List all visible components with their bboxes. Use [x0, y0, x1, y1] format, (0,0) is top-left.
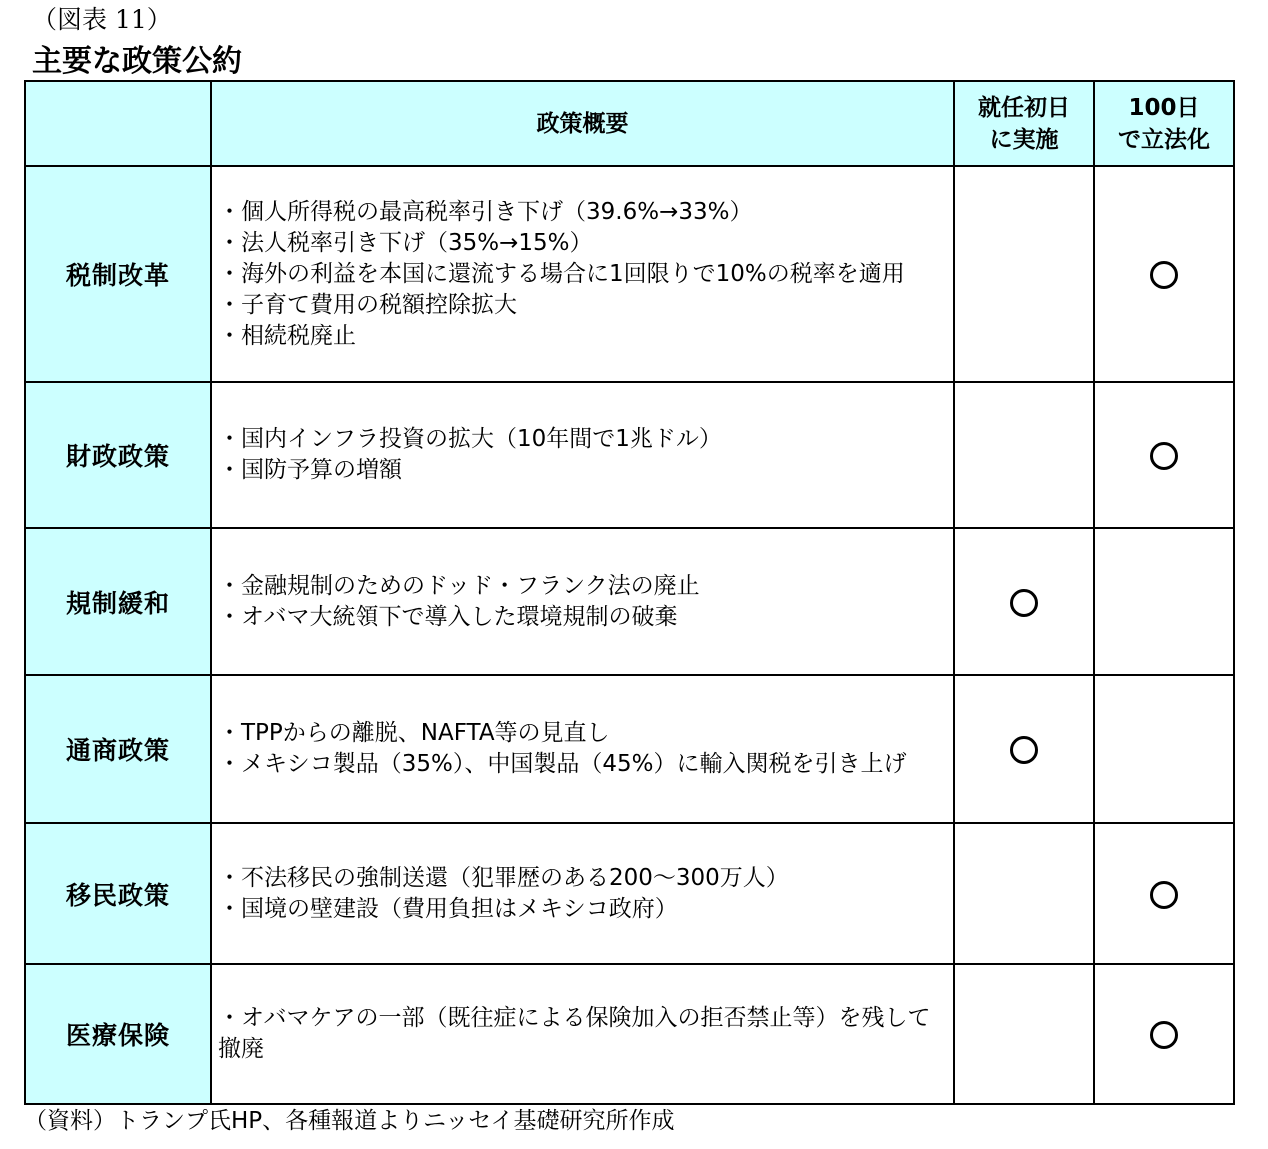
table-row: [25, 166, 1234, 382]
hundred-days-mark: [1094, 823, 1234, 964]
policy-category: 財政政策: [25, 382, 211, 528]
policy-summary: [211, 528, 954, 675]
day-one-mark: [954, 823, 1094, 964]
policy-item: ・海外の利益を本国に還流する場合に1回限りで10%の税率を適用: [218, 260, 905, 287]
policy-table-body: [25, 166, 1234, 1104]
policy-item: ・メキシコ製品（35%）、中国製品（45%）に輸入関税を引き上げ: [218, 751, 907, 777]
policy-item: ・オバマケアの一部（既往症による保険加入の拒否禁止等）を残して撤廃: [218, 1005, 931, 1062]
policy-summary: [211, 166, 954, 382]
table-row: [25, 823, 1234, 964]
policy-category: 医療保険: [25, 964, 211, 1104]
hundred-days-mark: [1094, 382, 1234, 528]
hundred-days-mark: [1094, 166, 1234, 382]
table-row: [25, 675, 1234, 823]
policy-summary: [211, 964, 954, 1104]
header-day-one: 就任初日 に実施: [954, 81, 1094, 166]
header-summary: 政策概要: [211, 81, 954, 166]
hundred-days-mark: [1094, 964, 1234, 1104]
header-hundred-days: 100日 で立法化: [1094, 81, 1234, 166]
day-one-mark: [954, 166, 1094, 382]
day-one-mark: [954, 528, 1094, 675]
policy-item: ・金融規制のためのドッド・フランク法の廃止: [218, 572, 700, 599]
circle-mark-icon: [1150, 442, 1178, 470]
hundred-days-mark: [1094, 675, 1234, 823]
policy-category: 規制緩和: [25, 528, 211, 675]
header-category: [25, 81, 211, 166]
policy-item: ・子育て費用の税額控除拡大: [218, 291, 517, 318]
policy-category: 移民政策: [25, 823, 211, 964]
circle-mark-icon: [1150, 881, 1178, 909]
policy-item: ・国防予算の増額: [218, 457, 402, 483]
policy-summary: [211, 823, 954, 964]
policy-item: ・TPPからの離脱、NAFTA等の見直し: [218, 720, 610, 746]
day-one-mark: [954, 675, 1094, 823]
day-one-mark: [954, 382, 1094, 528]
policy-item: ・オバマ大統領下で導入した環境規制の破棄: [218, 603, 678, 630]
policy-item: ・国境の壁建設（費用負担はメキシコ政府）: [218, 895, 678, 922]
circle-mark-icon: [1010, 736, 1038, 764]
policy-item: ・国内インフラ投資の拡大（10年間で1兆ドル）: [218, 426, 722, 452]
table-row: [25, 964, 1234, 1104]
policy-item: ・相続税廃止: [218, 322, 356, 349]
source-note: （資料）トランプ氏HP、各種報道よりニッセイ基礎研究所作成: [24, 1108, 675, 1134]
policy-summary: [211, 675, 954, 823]
table-header-row: [25, 81, 1234, 166]
policy-item: ・法人税率引き下げ（35%→15%）: [218, 229, 593, 256]
figure-title: 主要な政策公約: [32, 44, 242, 79]
policy-category: 通商政策: [25, 675, 211, 823]
circle-mark-icon: [1010, 589, 1038, 617]
policy-summary: [211, 382, 954, 528]
table-row: [25, 382, 1234, 528]
figure-label: （図表 11）: [32, 5, 172, 34]
policy-item: ・個人所得税の最高税率引き下げ（39.6%→33%）: [218, 198, 753, 225]
table-row: [25, 528, 1234, 675]
policy-item: ・不法移民の強制送還（犯罪歴のある200～300万人）: [218, 864, 789, 891]
circle-mark-icon: [1150, 261, 1178, 289]
circle-mark-icon: [1150, 1021, 1178, 1049]
day-one-mark: [954, 964, 1094, 1104]
hundred-days-mark: [1094, 528, 1234, 675]
policy-category: 税制改革: [25, 166, 211, 382]
policy-table: [24, 80, 1235, 1105]
